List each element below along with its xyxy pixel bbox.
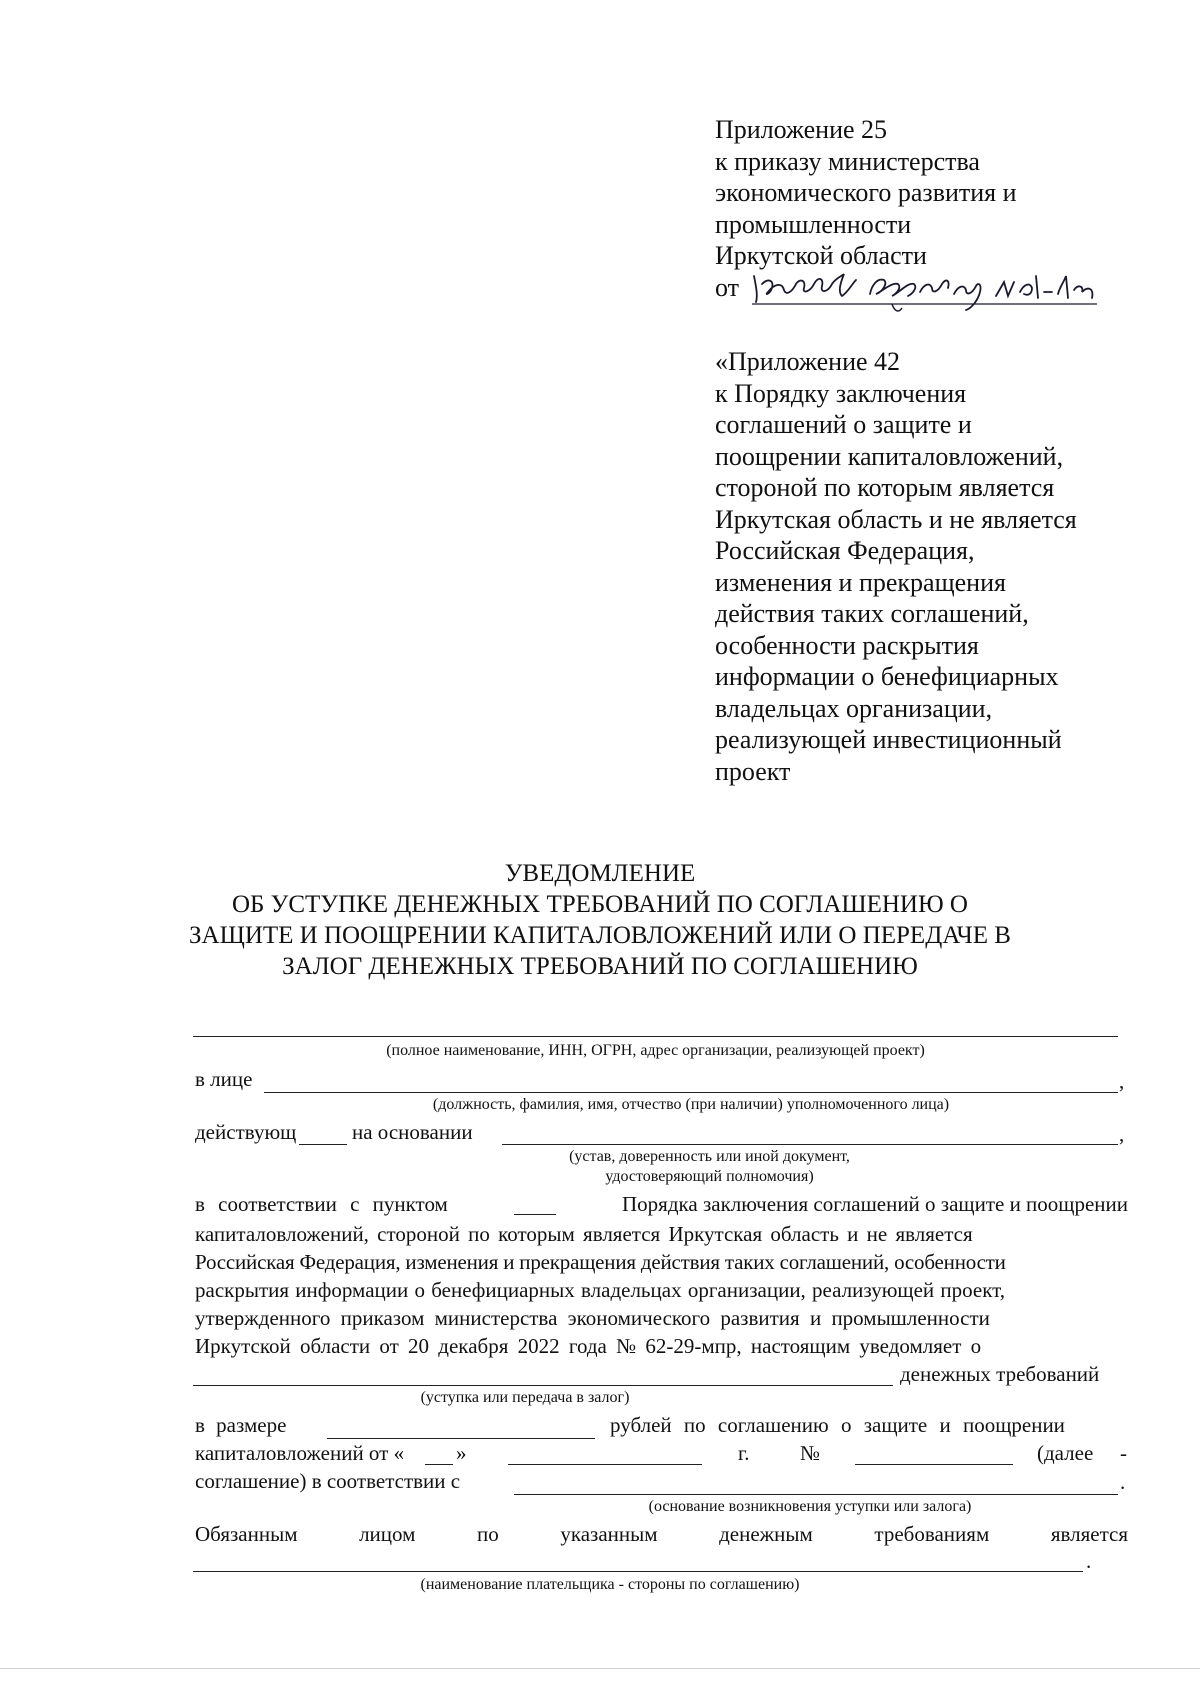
assignment-type-field[interactable] bbox=[193, 1385, 893, 1386]
label-in-amount: в размере bbox=[195, 1413, 287, 1437]
title-line: ЗАЛОГ ДЕНЕЖНЫХ ТРЕБОВАНИЙ ПО СОГЛАШЕНИЮ bbox=[282, 953, 918, 980]
para-text: Иркутской области от 20 декабря 2022 года № 62-29-мпр, настоящим уведомляет о bbox=[195, 1334, 982, 1358]
obligated-word: по bbox=[477, 1522, 499, 1546]
quoted-line: информации о бенефициарных bbox=[715, 662, 1059, 691]
quoted-line: действия таких соглашений, bbox=[715, 599, 1029, 628]
caption-org: (полное наименование, ИНН, ОГРН, адрес организации, реализующей проект) bbox=[386, 1042, 925, 1059]
caption-payer: (наименование плательщика - стороны по соглашению) bbox=[420, 1576, 800, 1593]
label-hereinafter: (далее bbox=[1037, 1441, 1094, 1465]
label-capital-from: капиталовложений от « bbox=[195, 1441, 405, 1465]
caption-doc-1: (устав, доверенность или иной документ, bbox=[569, 1148, 850, 1165]
paragraph-line-3 bbox=[195, 1250, 1128, 1275]
obligated-word: указанным bbox=[560, 1522, 658, 1546]
label-number: № bbox=[800, 1441, 821, 1465]
paragraph-line-4 bbox=[195, 1278, 1128, 1303]
label-monetary-claims: денежных требований bbox=[900, 1362, 1100, 1386]
quoted-line: изменения и прекращения bbox=[715, 567, 1006, 597]
para-text: Российская Федерация, изменения и прекращения действия таких соглашений, особенности bbox=[195, 1250, 1006, 1274]
handwritten-date-signature bbox=[752, 270, 1097, 314]
agreement-month-field[interactable] bbox=[508, 1464, 702, 1465]
agreement-number-field[interactable] bbox=[855, 1464, 1013, 1465]
appendix-line: Приложение 25 bbox=[715, 115, 888, 144]
quoted-line: Иркутская область и не является bbox=[715, 504, 1077, 534]
label-in-person: в лице bbox=[195, 1067, 253, 1091]
document-title bbox=[150, 858, 1050, 982]
basis-field[interactable] bbox=[514, 1494, 1118, 1495]
caption-person: (должность, фамилия, имя, отчество (при наличии) уполномоченного лица) bbox=[432, 1096, 950, 1113]
para-text: капиталовложений, стороной по которым является Иркутская область и не является bbox=[195, 1222, 973, 1246]
org-name-field[interactable] bbox=[193, 1036, 1118, 1037]
paragraph-line-6 bbox=[195, 1334, 1128, 1359]
quoted-line: соглашений о защите и bbox=[715, 410, 972, 439]
quoted-line: особенности раскрытия bbox=[715, 630, 979, 660]
paragraph-line-2 bbox=[195, 1222, 1128, 1247]
caption-basis: (основание возникновения уступки или залога) bbox=[648, 1498, 972, 1515]
obligated-word: Обязанным bbox=[195, 1522, 298, 1546]
label-year: г. bbox=[738, 1441, 750, 1465]
quoted-line: «Приложение 42 bbox=[715, 347, 901, 376]
label-on-basis: на основании bbox=[352, 1120, 473, 1144]
para-text: раскрытия информации о бенефициарных владельцах организации, реализующей проект, bbox=[195, 1278, 1005, 1302]
caption-doc-2: удостоверяющий полномочия) bbox=[605, 1168, 814, 1185]
dash: - bbox=[1120, 1441, 1127, 1465]
para-text: в соответствии с пунктом bbox=[195, 1192, 448, 1216]
comma: , bbox=[1119, 1069, 1125, 1093]
title-line: ОБ УСТУПКЕ ДЕНЕЖНЫХ ТРЕБОВАНИЙ ПО СОГЛАШЕНИЮ О bbox=[232, 891, 968, 918]
quoted-line: к Порядку заключения bbox=[715, 378, 967, 408]
appendix-line: Иркутской области bbox=[715, 241, 927, 270]
acting-ending-field[interactable] bbox=[299, 1144, 347, 1145]
quoted-line: поощрении капиталовложений, bbox=[715, 441, 1064, 471]
para-text: Порядка заключения соглашений о защите и поощрении bbox=[622, 1192, 1128, 1216]
label-rubles: рублей по соглашению о защите и поощрении bbox=[610, 1413, 1065, 1437]
date-prefix: от bbox=[715, 272, 740, 302]
quoted-appendix-block bbox=[715, 346, 1077, 787]
para-text: утвержденного приказом министерства экономического развития и промышленности bbox=[195, 1306, 990, 1330]
comma: , bbox=[1119, 1122, 1125, 1146]
person-field[interactable] bbox=[264, 1092, 1118, 1093]
basis-document-field[interactable] bbox=[502, 1144, 1118, 1145]
obligated-person-row bbox=[195, 1522, 1128, 1547]
period: . bbox=[1120, 1470, 1126, 1494]
quoted-line: владельцах организации, bbox=[715, 693, 993, 723]
quoted-line: Российская Федерация, bbox=[715, 536, 975, 565]
obligated-word: требованиям bbox=[874, 1522, 990, 1546]
clause-number-field[interactable] bbox=[514, 1192, 556, 1215]
obligated-word: является bbox=[1050, 1522, 1128, 1546]
quoted-line: стороной по которым является bbox=[715, 473, 1055, 502]
period: . bbox=[1086, 1549, 1092, 1573]
quoted-line: проект bbox=[715, 756, 791, 786]
page-bottom-rule bbox=[0, 1668, 1200, 1669]
quoted-line: реализующей инвестиционный bbox=[715, 725, 1062, 754]
paragraph-line-5 bbox=[195, 1306, 1128, 1331]
obligated-word: лицом bbox=[359, 1522, 416, 1546]
appendix-line: промышленности bbox=[715, 209, 912, 239]
label-acting: действующ bbox=[195, 1120, 297, 1144]
appendix-line: экономического развития и bbox=[715, 178, 1017, 207]
amount-field[interactable] bbox=[327, 1438, 595, 1439]
obligated-word: денежным bbox=[719, 1522, 813, 1546]
label-agreement-accordance: соглашение) в соответствии с bbox=[195, 1469, 461, 1493]
caption-assign: (уступка или передача в залог) bbox=[420, 1389, 630, 1406]
close-quote: » bbox=[456, 1441, 467, 1465]
paragraph-line-1 bbox=[195, 1192, 1128, 1217]
title-line: УВЕДОМЛЕНИЕ bbox=[504, 860, 696, 887]
agreement-day-field[interactable] bbox=[425, 1464, 453, 1465]
payer-name-field[interactable] bbox=[193, 1571, 1083, 1572]
appendix-line: к приказу министерства bbox=[715, 146, 980, 176]
title-line: ЗАЩИТЕ И ПООЩРЕНИИ КАПИТАЛОВЛОЖЕНИЙ ИЛИ О ПЕРЕДАЧЕ В bbox=[189, 922, 1011, 949]
